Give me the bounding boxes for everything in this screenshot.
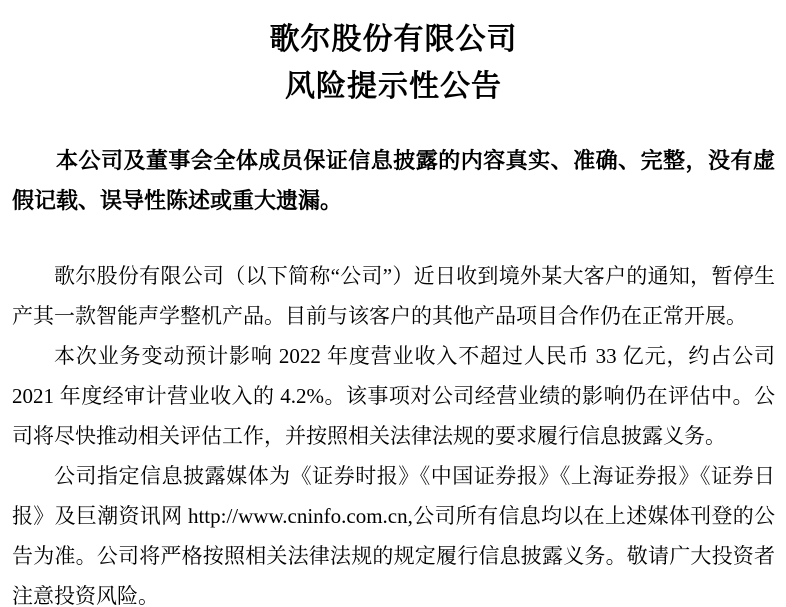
document-title: 歌尔股份有限公司 (269, 23, 518, 56)
board-declaration-paragraph: 本公司及董事会全体成员保证信息披露的内容真实、准确、完整，没有虚假记载、误导性陈述或重大遗漏。 (12, 148, 775, 213)
document-subtitle: 风险提示性公告 (285, 70, 502, 103)
body-paragraph-production-suspension: 歌尔股份有限公司（以下简称“公司”）近日收到境外某大客户的通知，暂停生产其一款智能声学整机产品。目前与该客户的其他产品项目合作仍在正常开展。 (12, 264, 775, 328)
body-paragraph-revenue-impact: 本次业务变动预计影响 2022 年度营业收入不超过人民币 33 亿元，约占公司 2021 年度经审计营业收入的 4.2%。该事项对公司经营业绩的影响仍在评估中。公司将尽快推动相关评估工作，并按照相关法律法规的要求履行信息披露义务。 (12, 344, 775, 448)
body-paragraph-disclosure-media: 公司指定信息披露媒体为《证券时报》《中国证券报》《上海证券报》《证券日报》及巨潮资讯网 http://www.cninfo.com.cn,公司所有信息均以在上述媒体刊登的公告为准。公司将严格按照相关法律法规的规定履行信息披露义务。敬请广大投资者注意投资风险。 (12, 464, 775, 607)
announcement-body (12, 256, 775, 607)
